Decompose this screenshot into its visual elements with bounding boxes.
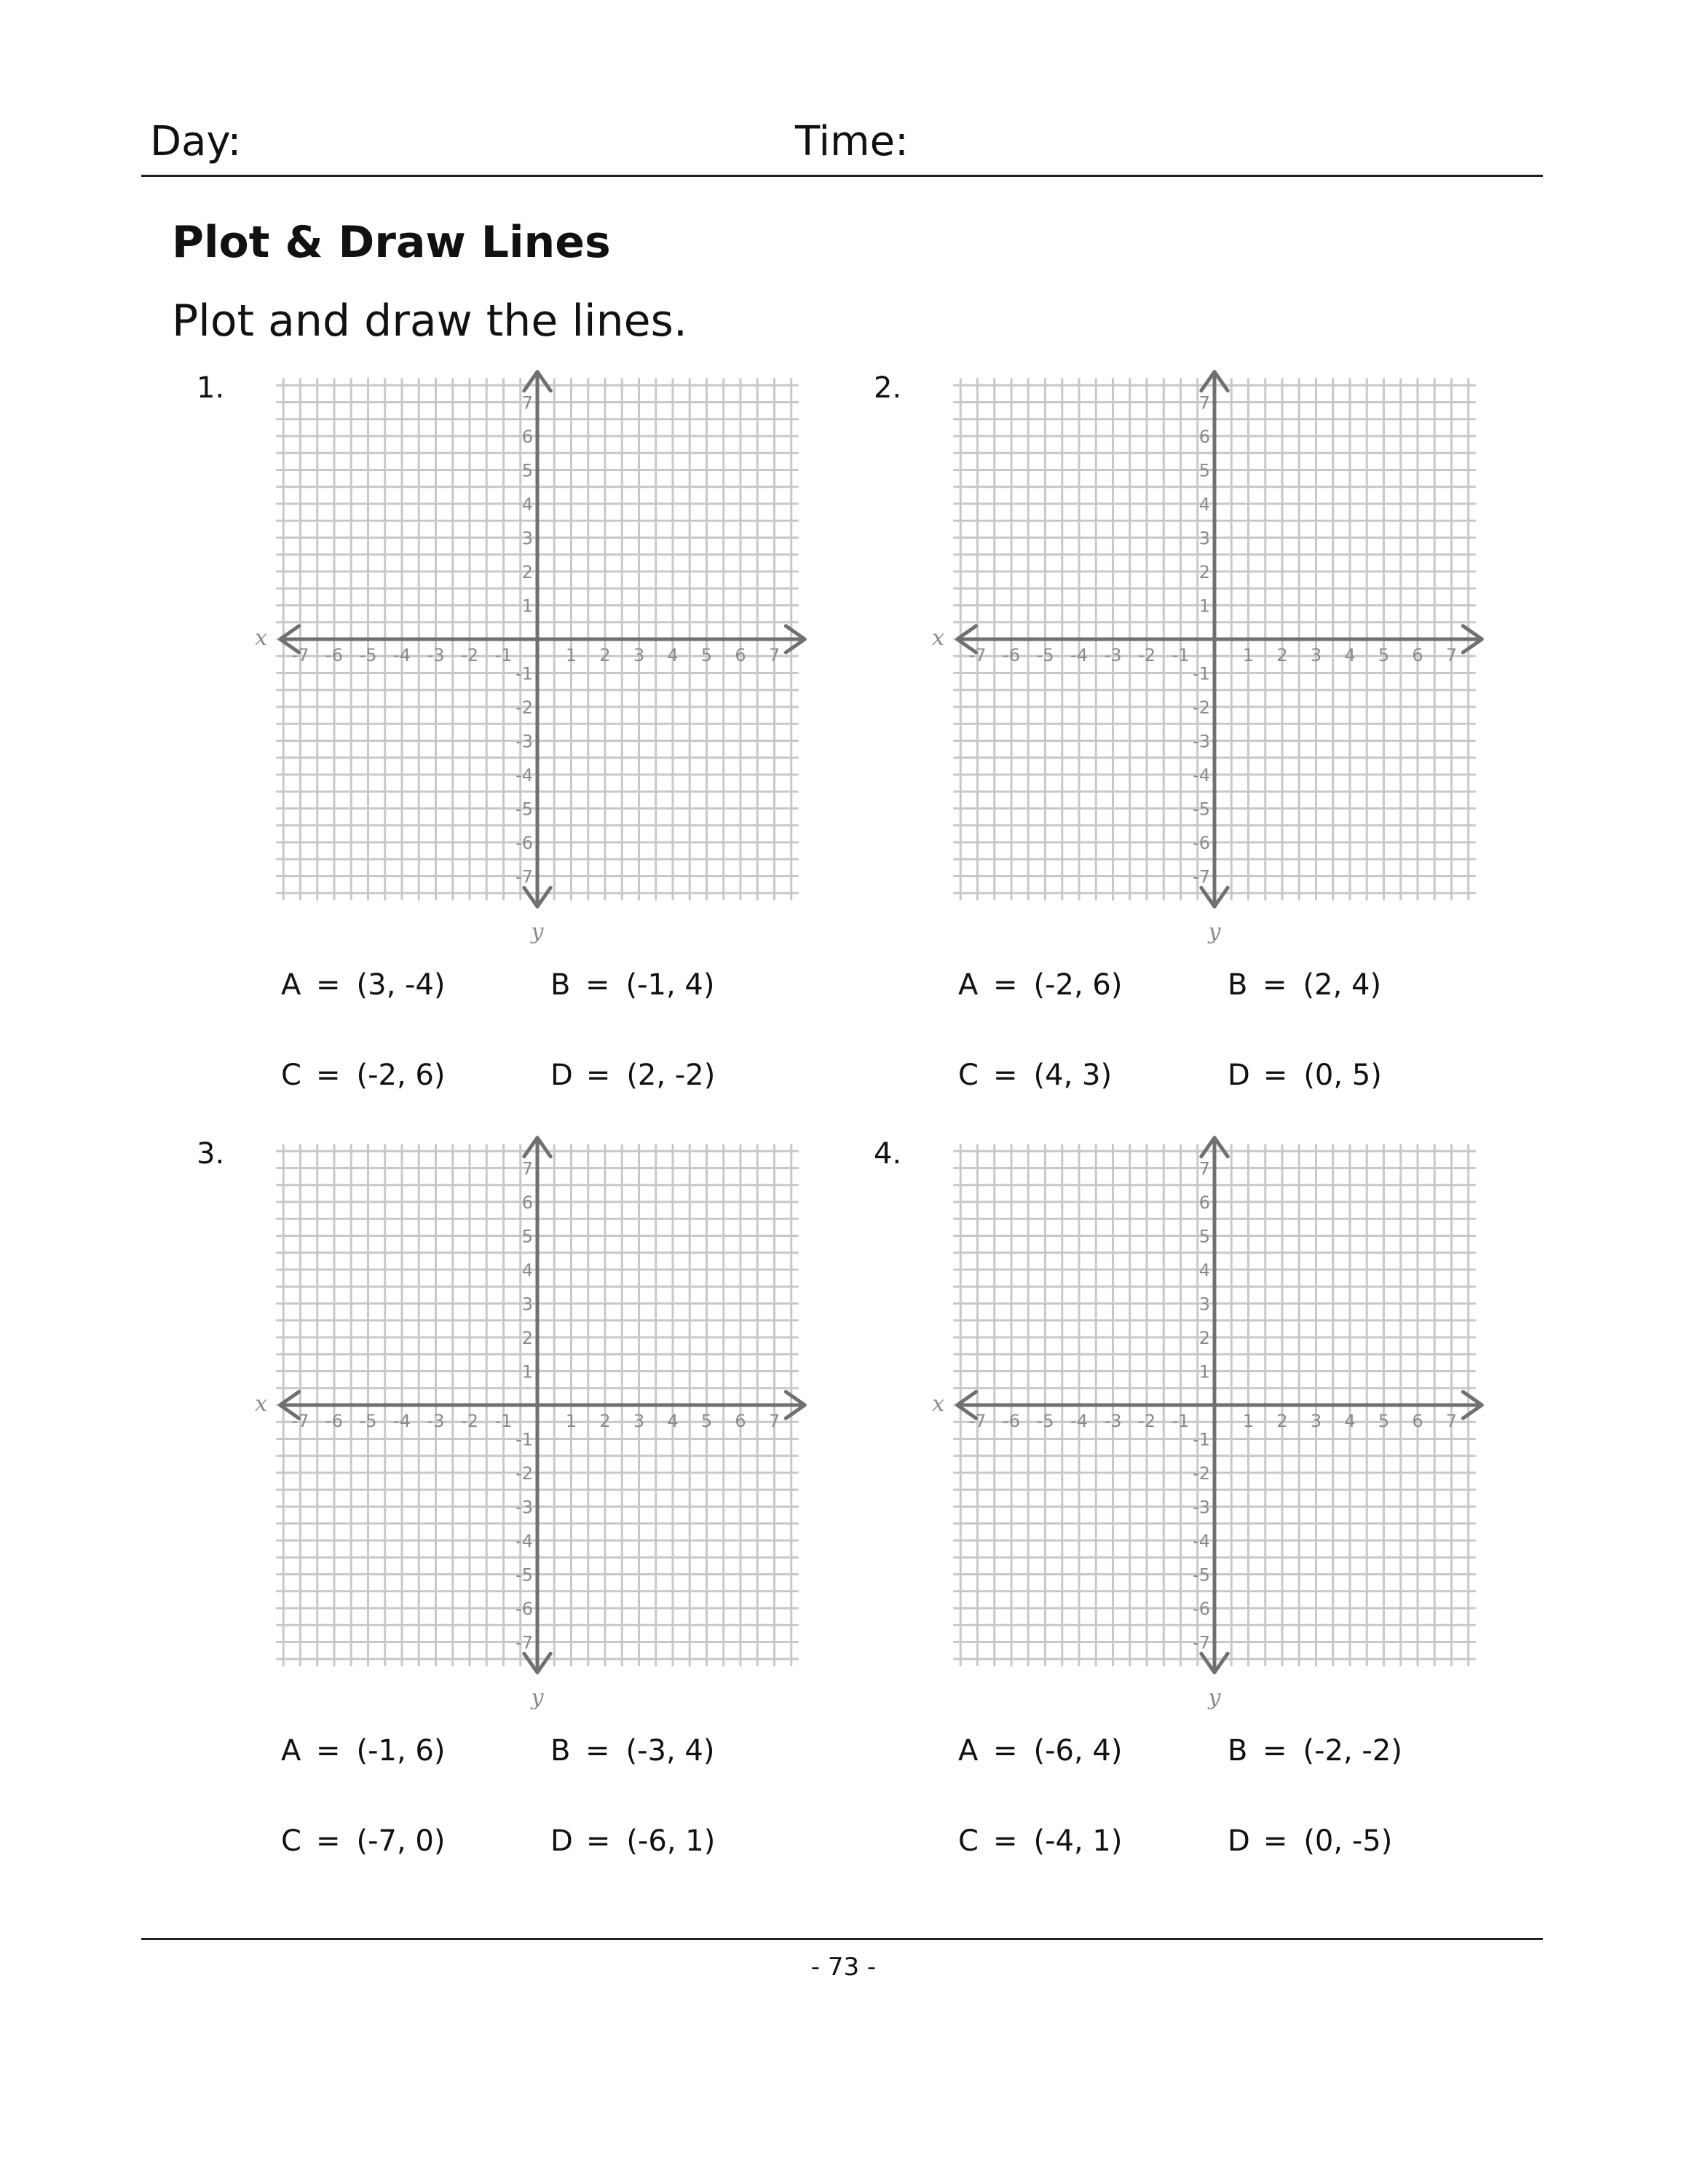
problem-1	[197, 370, 910, 1134]
coordinate-grid[interactable]	[932, 1136, 1491, 1711]
coordinate-grid[interactable]	[255, 1136, 814, 1711]
point-coordinates: (-6, 4)	[1033, 1734, 1123, 1768]
point-coordinates: (-1, 4)	[625, 968, 715, 1002]
y-tick-label: 4	[521, 494, 533, 515]
point-label: A	[958, 1734, 979, 1768]
x-tick-label: -1	[1172, 645, 1190, 665]
y-tick-label: -7	[1193, 866, 1210, 887]
y-tick-label: 5	[1198, 1226, 1210, 1247]
x-tick-label: 1	[565, 645, 577, 665]
x-tick-label: -5	[1036, 1411, 1054, 1431]
coordinate-grid[interactable]	[932, 370, 1491, 945]
point-label: B	[1228, 968, 1248, 1002]
x-tick-label: -4	[1070, 645, 1088, 665]
point-c	[958, 1057, 1112, 1093]
problem-2	[874, 370, 1587, 1134]
point-label: C	[958, 1824, 979, 1858]
problem-3	[197, 1136, 910, 1900]
point-coordinates: (-7, 0)	[356, 1824, 446, 1858]
y-tick-label: 5	[521, 1226, 533, 1247]
y-tick-label: 1	[521, 596, 533, 617]
page-title: Plot & Draw Lines	[172, 217, 611, 268]
x-tick-label: -1	[494, 645, 513, 665]
point-coordinates: (-4, 1)	[1033, 1824, 1123, 1858]
y-tick-label: 3	[521, 1294, 533, 1315]
y-tick-label: 1	[521, 1361, 533, 1382]
point-label: A	[281, 1734, 301, 1768]
point-coordinates: (2, -2)	[626, 1059, 716, 1092]
x-tick-label: 7	[768, 1411, 781, 1431]
y-tick-label: -3	[1193, 1497, 1210, 1518]
y-axis-label: y	[531, 919, 544, 945]
point-coordinates: (-2, 6)	[1033, 968, 1123, 1002]
header-rule	[141, 175, 1543, 177]
x-tick-label: 6	[735, 1411, 746, 1431]
y-axis-label: y	[531, 1685, 544, 1711]
y-tick-label: -1	[515, 663, 533, 684]
x-tick-label: -1	[494, 1411, 513, 1431]
y-tick-label: 7	[521, 392, 533, 414]
y-tick-label: -6	[515, 1599, 533, 1619]
equals-sign: =	[585, 1824, 611, 1858]
point-a	[281, 967, 446, 1003]
page-number: - 73 -	[810, 1952, 877, 1982]
x-tick-label: 4	[667, 645, 679, 665]
x-tick-label: 4	[1344, 1411, 1356, 1431]
x-tick-label: 1	[1242, 645, 1255, 665]
y-axis-label: y	[1208, 1685, 1221, 1711]
x-tick-label: -3	[427, 645, 445, 665]
x-tick-label: -3	[1104, 645, 1122, 665]
x-tick-label: -6	[1003, 645, 1020, 665]
equals-sign: =	[993, 1824, 1018, 1858]
y-tick-label: -3	[515, 1497, 533, 1518]
point-b	[550, 967, 715, 1003]
x-tick-label: -2	[461, 645, 478, 665]
y-tick-label: -2	[515, 1463, 533, 1484]
x-axis-label: x	[932, 625, 945, 651]
x-tick-label: 7	[1445, 1411, 1458, 1431]
y-tick-label: -6	[1193, 833, 1210, 853]
x-tick-label: -6	[325, 645, 343, 665]
equals-sign: =	[316, 1734, 341, 1768]
equals-sign: =	[316, 1824, 341, 1858]
point-coordinates: (-3, 4)	[625, 1734, 715, 1768]
x-tick-label: 3	[1310, 645, 1322, 665]
y-tick-label: 3	[1198, 528, 1210, 549]
y-tick-label: 7	[521, 1158, 533, 1179]
time-label: Time:	[795, 118, 909, 165]
x-tick-label: -3	[1104, 1411, 1122, 1431]
x-tick-label: 4	[1344, 645, 1356, 665]
x-tick-label: 2	[1276, 645, 1288, 665]
point-label: C	[281, 1824, 301, 1858]
x-tick-label: 7	[768, 645, 781, 665]
x-tick-label: 3	[633, 1411, 645, 1431]
point-coordinates: (3, -4)	[356, 968, 446, 1002]
equals-sign: =	[1263, 1059, 1288, 1092]
point-a	[958, 1733, 1123, 1769]
x-tick-label: -4	[1070, 1411, 1088, 1431]
point-b	[1228, 967, 1381, 1003]
coordinate-grid[interactable]	[255, 370, 814, 945]
x-tick-label: 2	[599, 1411, 611, 1431]
x-tick-label: 3	[633, 645, 645, 665]
problem-number: 2.	[874, 371, 902, 405]
equals-sign: =	[316, 1059, 341, 1092]
y-tick-label: -5	[1193, 799, 1210, 820]
point-d	[1228, 1823, 1392, 1859]
y-tick-label: -1	[1193, 663, 1210, 684]
point-c	[281, 1823, 446, 1859]
y-tick-label: 7	[1198, 392, 1210, 414]
equals-sign: =	[1263, 1734, 1287, 1768]
x-tick-label: 2	[599, 645, 611, 665]
x-tick-label: -7	[968, 645, 987, 665]
y-tick-label: -1	[515, 1429, 533, 1450]
x-tick-label: -2	[1138, 1411, 1155, 1431]
point-label: D	[1228, 1824, 1250, 1858]
point-label: C	[958, 1059, 979, 1092]
instructions: Plot and draw the lines.	[172, 296, 687, 347]
point-coordinates: (2, 4)	[1303, 968, 1382, 1002]
x-tick-label: -6	[1003, 1411, 1020, 1431]
x-tick-label: 6	[1412, 1411, 1423, 1431]
problem-number: 4.	[874, 1137, 902, 1171]
point-label: B	[550, 968, 571, 1002]
y-tick-label: 5	[521, 460, 533, 481]
point-coordinates: (-2, -2)	[1303, 1734, 1402, 1768]
point-label: C	[281, 1059, 301, 1092]
x-tick-label: 4	[667, 1411, 679, 1431]
point-label: B	[550, 1734, 571, 1768]
x-tick-label: 1	[1242, 1411, 1255, 1431]
point-b	[550, 1733, 715, 1769]
x-tick-label: 5	[700, 1411, 713, 1431]
x-tick-label: 2	[1276, 1411, 1288, 1431]
x-tick-label: -7	[291, 645, 309, 665]
x-tick-label: -2	[461, 1411, 478, 1431]
y-tick-label: 4	[1198, 1260, 1210, 1281]
point-d	[1228, 1057, 1382, 1093]
x-tick-label: 6	[1412, 645, 1423, 665]
x-tick-label: 1	[565, 1411, 577, 1431]
point-label: B	[1228, 1734, 1248, 1768]
y-tick-label: -6	[515, 833, 533, 853]
y-tick-label: 6	[521, 427, 533, 447]
y-tick-label: -5	[1193, 1564, 1210, 1586]
equals-sign: =	[993, 1734, 1018, 1768]
y-tick-label: -7	[1193, 1632, 1210, 1653]
y-tick-label: -7	[515, 1632, 533, 1653]
x-tick-label: -6	[325, 1411, 343, 1431]
point-coordinates: (0, 5)	[1303, 1059, 1382, 1092]
x-tick-label: 3	[1310, 1411, 1322, 1431]
x-tick-label: 5	[1378, 645, 1390, 665]
y-tick-label: -5	[515, 799, 533, 820]
point-label: A	[958, 968, 979, 1002]
point-coordinates: (4, 3)	[1033, 1059, 1113, 1092]
point-coordinates: (-2, 6)	[356, 1059, 446, 1092]
y-tick-label: -4	[515, 765, 533, 786]
point-c	[281, 1057, 446, 1093]
point-label: A	[281, 968, 301, 1002]
y-tick-label: 3	[1198, 1294, 1210, 1315]
equals-sign: =	[1263, 1824, 1288, 1858]
x-axis-label: x	[932, 1391, 945, 1417]
y-tick-label: 1	[1198, 596, 1210, 617]
x-tick-label: -4	[393, 645, 411, 665]
y-tick-label: 4	[1198, 494, 1210, 515]
y-tick-label: 3	[521, 528, 533, 549]
equals-sign: =	[585, 968, 610, 1002]
problem-number: 1.	[197, 371, 225, 405]
equals-sign: =	[1263, 968, 1287, 1002]
point-c	[958, 1823, 1123, 1859]
point-a	[958, 967, 1123, 1003]
y-tick-label: -4	[1193, 765, 1210, 786]
y-tick-label: 6	[521, 1192, 533, 1213]
point-d	[550, 1823, 715, 1859]
point-label: D	[1228, 1059, 1250, 1092]
x-tick-label: 7	[1445, 645, 1458, 665]
y-tick-label: -2	[1193, 1463, 1210, 1484]
y-tick-label: -4	[515, 1531, 533, 1551]
x-tick-label: -7	[968, 1411, 987, 1431]
y-tick-label: -3	[515, 731, 533, 752]
x-tick-label: -7	[291, 1411, 309, 1431]
x-axis-label: x	[255, 625, 268, 651]
y-axis-label: y	[1208, 919, 1221, 945]
point-b	[1228, 1733, 1402, 1769]
x-tick-label: -4	[393, 1411, 411, 1431]
footer-rule	[141, 1938, 1543, 1940]
point-coordinates: (0, -5)	[1303, 1824, 1393, 1858]
x-tick-label: -2	[1138, 645, 1155, 665]
problem-number: 3.	[197, 1137, 225, 1171]
y-tick-label: 1	[1198, 1361, 1210, 1382]
x-tick-label: 6	[735, 645, 746, 665]
y-tick-label: 2	[521, 562, 533, 582]
y-tick-label: 4	[521, 1260, 533, 1281]
point-a	[281, 1733, 446, 1769]
x-tick-label: -3	[427, 1411, 445, 1431]
equals-sign: =	[585, 1734, 610, 1768]
x-tick-label: 5	[1378, 1411, 1390, 1431]
x-tick-label: -5	[359, 645, 377, 665]
x-tick-label: -5	[359, 1411, 377, 1431]
equals-sign: =	[993, 1059, 1018, 1092]
day-label: Day:	[150, 118, 242, 165]
y-tick-label: -2	[1193, 697, 1210, 718]
y-tick-label: -6	[1193, 1599, 1210, 1619]
y-tick-label: -4	[1193, 1531, 1210, 1551]
y-tick-label: -3	[1193, 731, 1210, 752]
y-tick-label: 7	[1198, 1158, 1210, 1179]
point-coordinates: (-1, 6)	[356, 1734, 446, 1768]
x-tick-label: -5	[1036, 645, 1054, 665]
equals-sign: =	[993, 968, 1018, 1002]
point-d	[550, 1057, 715, 1093]
y-tick-label: 6	[1198, 1192, 1210, 1213]
y-tick-label: -7	[515, 866, 533, 887]
equals-sign: =	[585, 1059, 611, 1092]
problem-4	[874, 1136, 1587, 1900]
y-tick-label: 2	[521, 1328, 533, 1348]
y-tick-label: 2	[1198, 1328, 1210, 1348]
y-tick-label: 5	[1198, 460, 1210, 481]
x-tick-label: -1	[1172, 1411, 1190, 1431]
point-label: D	[550, 1824, 573, 1858]
x-tick-label: 5	[700, 645, 713, 665]
y-tick-label: 6	[1198, 427, 1210, 447]
y-tick-label: -5	[515, 1564, 533, 1586]
point-coordinates: (-6, 1)	[626, 1824, 716, 1858]
y-tick-label: -2	[515, 697, 533, 718]
point-label: D	[550, 1059, 573, 1092]
equals-sign: =	[316, 968, 341, 1002]
x-axis-label: x	[255, 1391, 268, 1417]
y-tick-label: -1	[1193, 1429, 1210, 1450]
y-tick-label: 2	[1198, 562, 1210, 582]
